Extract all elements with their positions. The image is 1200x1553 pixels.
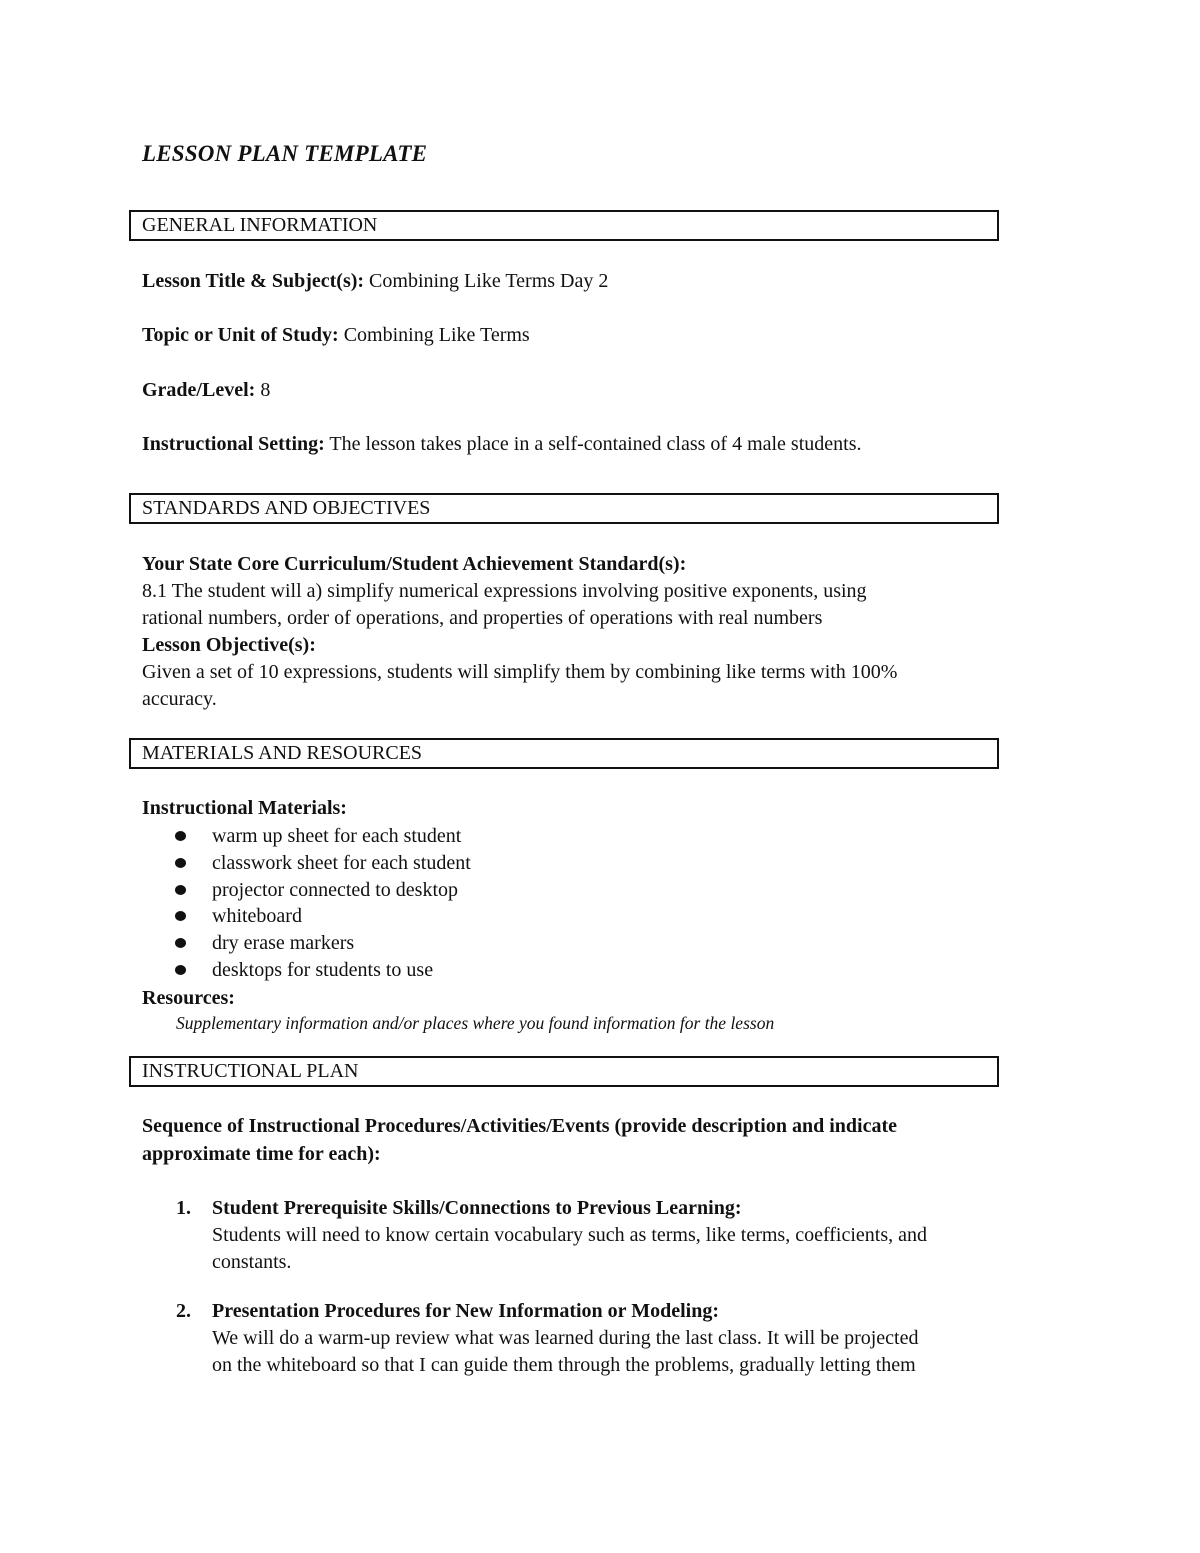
core-standard-line-2: rational numbers, order of operations, and properties of operations with real numbers: [142, 607, 823, 629]
lesson-title-line: [142, 268, 608, 295]
core-standard-line-1: 8.1 The student will a) simplify numerical expressions involving positive exponents, using: [142, 580, 867, 602]
step-number: 1.: [176, 1197, 191, 1219]
bullet-icon: [175, 938, 186, 948]
step-title: Presentation Procedures for New Information or Modeling:: [212, 1300, 719, 1322]
materials-item-text: desktops for students to use: [212, 958, 434, 981]
sequence-heading-line-2: approximate time for each):: [142, 1143, 381, 1165]
materials-list-item: [142, 850, 471, 877]
lesson-title-value: Combining Like Terms Day 2: [364, 270, 609, 292]
step-number: 2.: [176, 1300, 191, 1322]
section-header-general: GENERAL INFORMATION: [129, 210, 999, 241]
resources-note: Supplementary information and/or places where you found information for the lesson: [176, 1013, 775, 1033]
instructional-materials-label: Instructional Materials:: [142, 797, 347, 819]
materials-list-item: [142, 877, 471, 904]
materials-list-item: [142, 823, 471, 850]
step-text-line: Students will need to know certain vocabulary such as terms, like terms, coefficients, and: [212, 1223, 927, 1246]
materials-list-item: [142, 957, 471, 984]
bullet-icon: [175, 885, 186, 895]
section-header-plan: INSTRUCTIONAL PLAN: [129, 1056, 999, 1087]
document-title: LESSON PLAN TEMPLATE: [142, 141, 428, 166]
materials-list-item: [142, 903, 471, 930]
grade-value: 8: [255, 379, 271, 401]
step-title: Student Prerequisite Skills/Connections to Previous Learning:: [212, 1197, 742, 1219]
materials-item-text: whiteboard: [212, 905, 302, 928]
materials-item-text: dry erase markers: [212, 932, 355, 955]
grade-label: Grade/Level:: [142, 379, 256, 401]
resources-label: Resources:: [142, 987, 235, 1009]
step-prerequisite: [212, 1195, 927, 1275]
bullet-icon: [175, 831, 186, 841]
materials-item-text: warm up sheet for each student: [212, 825, 462, 847]
bullet-icon: [175, 965, 186, 975]
lesson-title-label: Lesson Title & Subject(s):: [142, 270, 365, 292]
grade-line: [142, 377, 270, 404]
setting-value: The lesson takes place in a self-contained class of 4 male students.: [324, 433, 862, 455]
bullet-icon: [175, 911, 186, 921]
materials-list-item: [142, 930, 471, 957]
step-text-line: We will do a warm-up review what was learned during the last class. It will be projected: [212, 1326, 919, 1349]
section-header-standards: STANDARDS AND OBJECTIVES: [129, 493, 999, 524]
section-header-materials: MATERIALS AND RESOURCES: [129, 738, 999, 769]
step-presentation: [212, 1298, 919, 1378]
topic-value: Combining Like Terms: [338, 324, 530, 346]
objective-line-1: Given a set of 10 expressions, students will simplify them by combining like terms with 100%: [142, 661, 898, 683]
bullet-icon: [175, 858, 186, 868]
topic-label: Topic or Unit of Study:: [142, 324, 339, 346]
materials-list: [142, 823, 471, 984]
objective-label: Lesson Objective(s):: [142, 634, 316, 656]
materials-item-text: projector connected to desktop: [212, 878, 459, 901]
step-text-line: constants.: [212, 1250, 292, 1273]
topic-line: [142, 322, 530, 349]
setting-label: Instructional Setting:: [142, 433, 325, 455]
objective-line-2: accuracy.: [142, 688, 217, 710]
setting-line: [142, 431, 862, 458]
materials-item-text: classwork sheet for each student: [212, 851, 471, 874]
core-standard-label: Your State Core Curriculum/Student Achievement Standard(s):: [142, 553, 687, 575]
sequence-heading-line-1: Sequence of Instructional Procedures/Activities/Events (provide description and indicate: [142, 1115, 897, 1137]
step-text-line: on the whiteboard so that I can guide them through the problems, gradually letting them: [212, 1353, 916, 1376]
